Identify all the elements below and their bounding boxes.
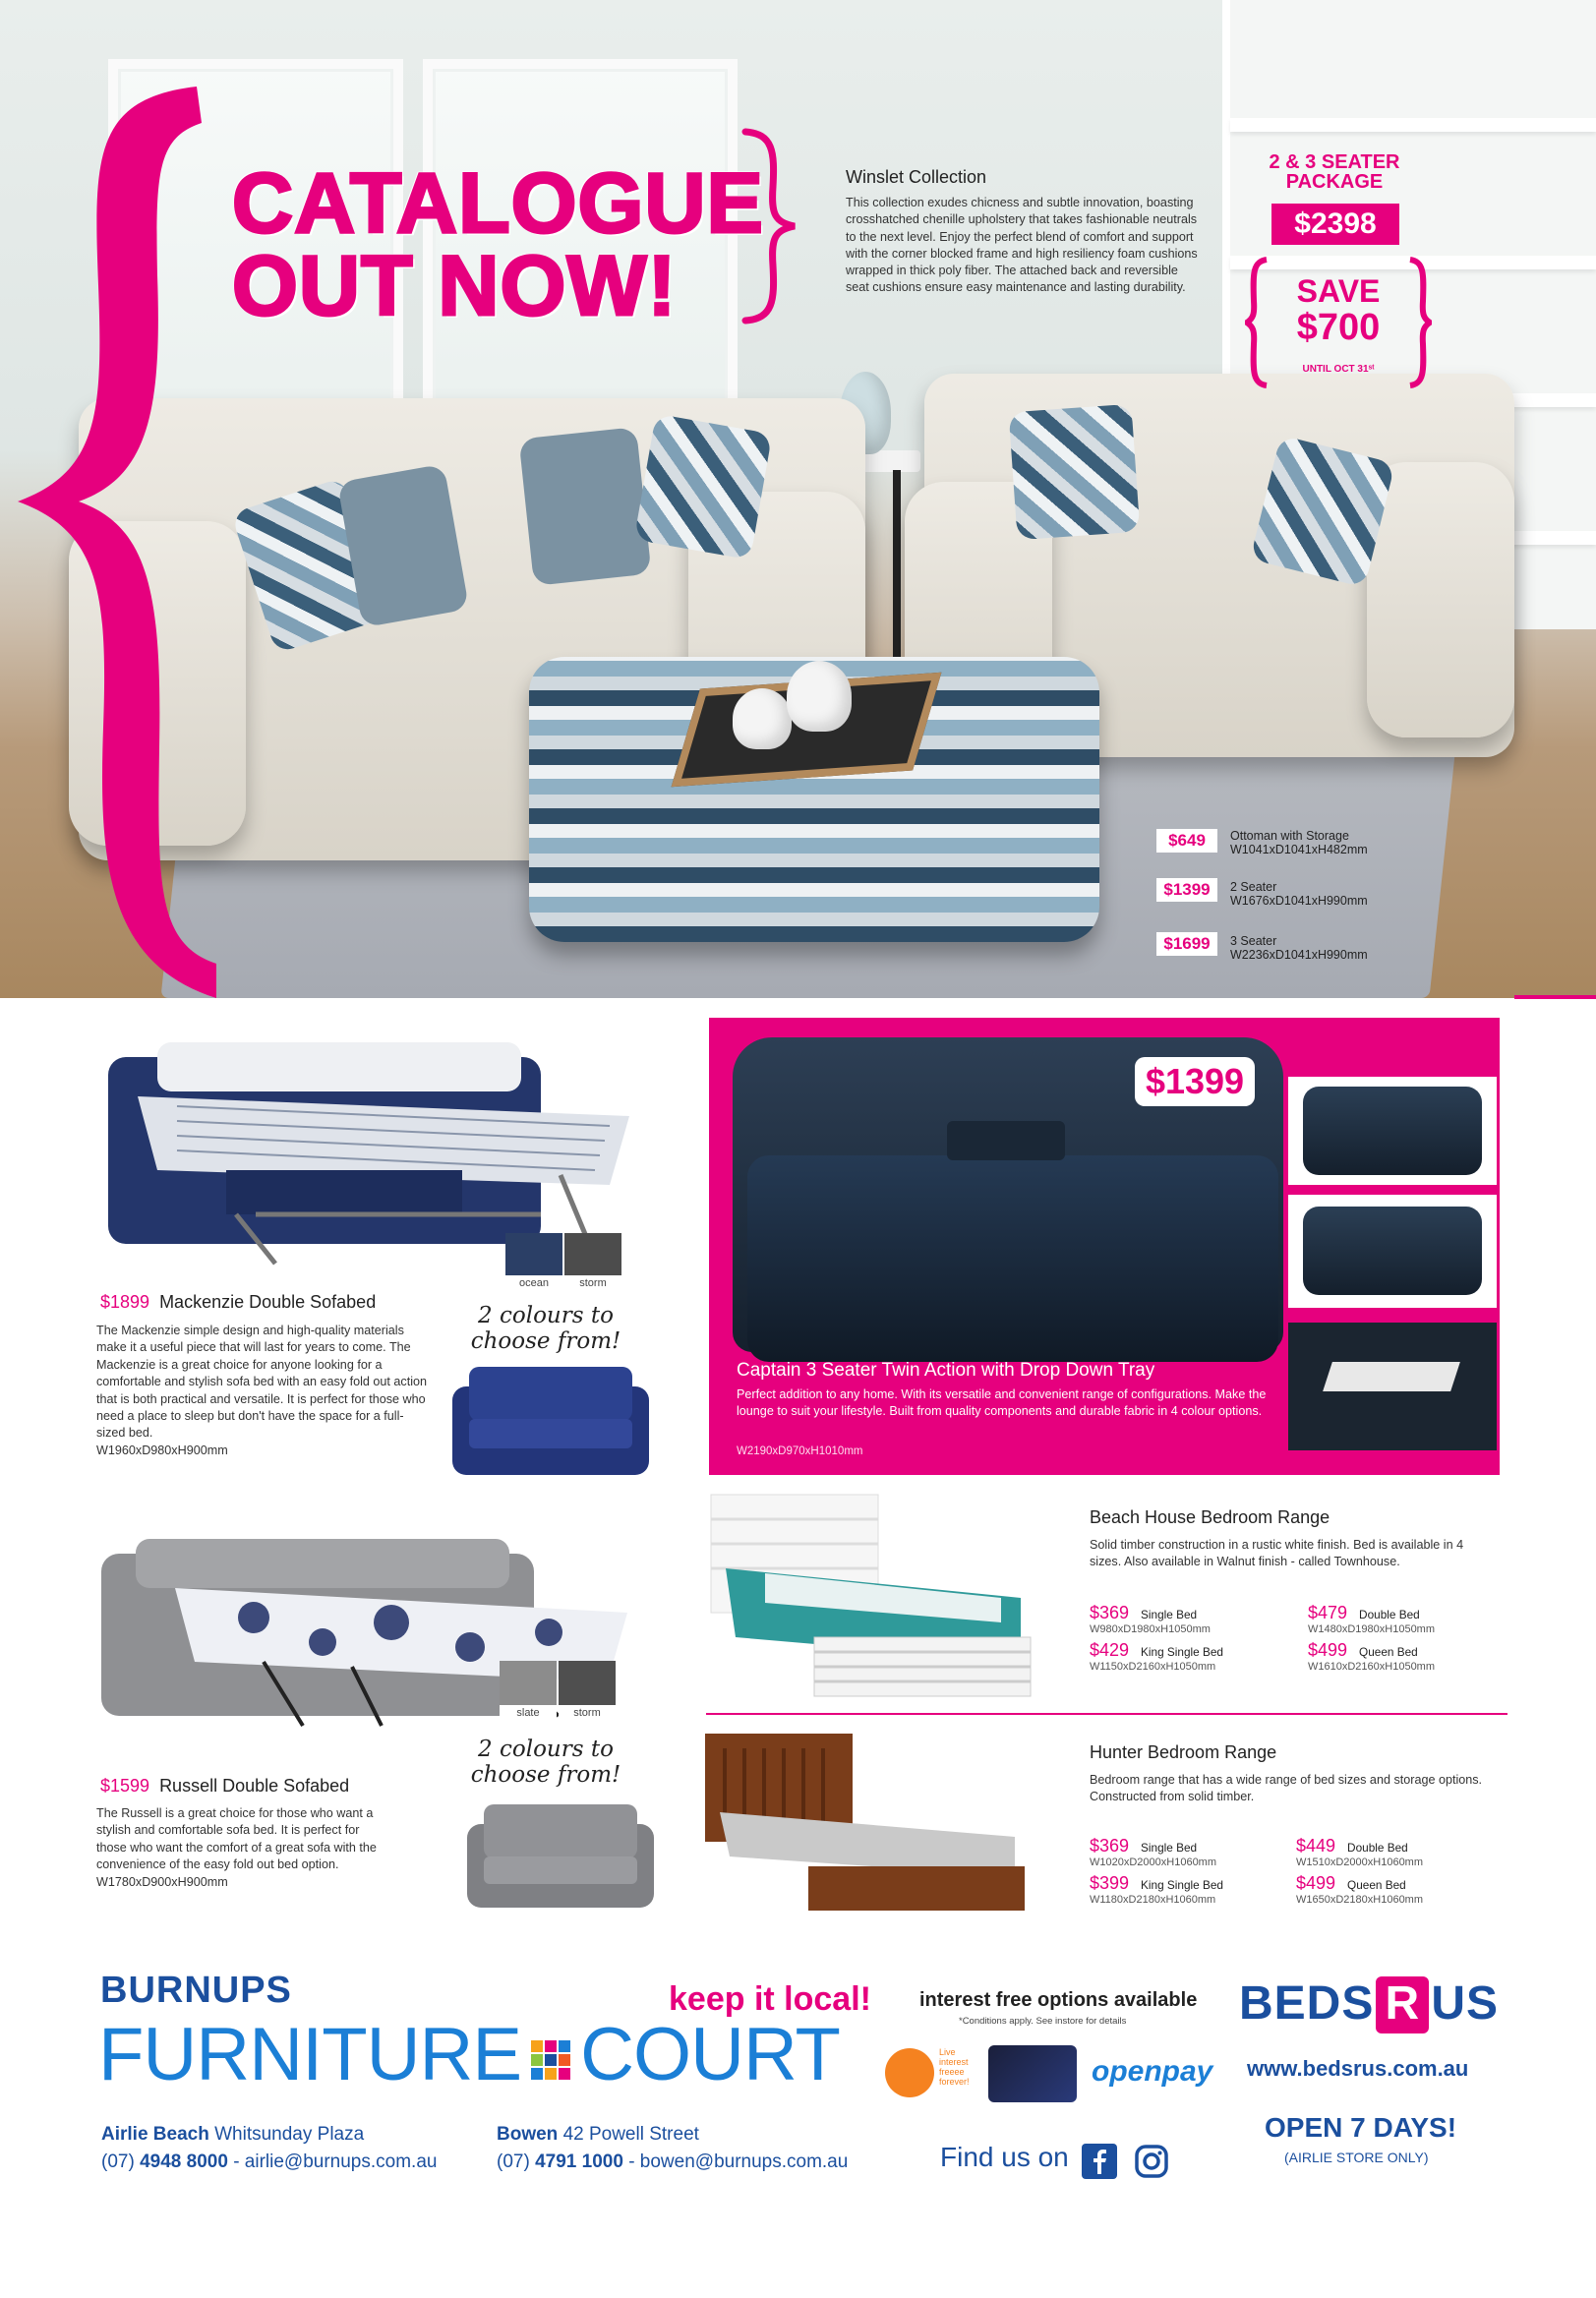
catalogue-out-now-headline — [232, 156, 764, 333]
two-seater-price: $1399 — [1156, 878, 1217, 902]
beach-house-bed-image — [706, 1490, 1040, 1706]
bed-size: Double Bed — [1347, 1841, 1408, 1855]
ottoman-label — [1230, 829, 1368, 856]
russell-title — [100, 1776, 349, 1797]
drop-down-tray — [947, 1121, 1065, 1160]
vase — [787, 661, 852, 732]
brand-left: FURNITURE — [98, 2013, 522, 2096]
mackenzie-description — [96, 1323, 431, 1459]
recliner-price: $1399 — [1135, 1057, 1255, 1106]
two-seater-label — [1230, 880, 1368, 908]
package-price: $2398 — [1271, 204, 1399, 245]
airlie-store-name — [101, 2124, 364, 2146]
save-until: UNTIL OCT 31ˢᵗ — [1302, 364, 1375, 375]
two-colours-script — [447, 1303, 644, 1354]
store-location: 42 Powell Street — [562, 2124, 699, 2145]
hunter-queen — [1296, 1873, 1424, 1908]
hunter-double — [1296, 1836, 1424, 1870]
headline-line2: OUT NOW! — [232, 239, 678, 333]
interest-free-heading: interest free options available — [919, 1989, 1198, 2011]
humm-logo-icon — [885, 2048, 934, 2097]
store-town: Airlie Beach — [101, 2124, 209, 2145]
mackenzie-price: $1899 — [100, 1292, 150, 1312]
script-line2: choose from! — [470, 1762, 621, 1788]
beach-house-queen — [1308, 1640, 1436, 1675]
bed-size: King Single Bed — [1141, 1645, 1223, 1659]
dims: W1610xD2160xH1050mm — [1308, 1661, 1436, 1673]
russell-price: $1599 — [100, 1776, 150, 1796]
hunter-title: Hunter Bedroom Range — [1090, 1742, 1277, 1762]
russell-description — [96, 1805, 391, 1891]
package-title-line2: PACKAGE — [1285, 171, 1384, 193]
slate-swatch-label: slate — [500, 1705, 557, 1721]
beach-house-title: Beach House Bedroom Range — [1090, 1507, 1330, 1527]
facebook-icon[interactable] — [1082, 2144, 1117, 2179]
keep-it-local-tagline: keep it local! — [669, 1980, 871, 2018]
recliner-thumb-3 — [1288, 1323, 1497, 1450]
dims: W1510xD2000xH1060mm — [1296, 1856, 1424, 1868]
beach-house-description: Solid timber construction in a rustic white finish. Bed is available in 4 sizes. Also available in Walnut finish - called Townhouse. — [1090, 1538, 1464, 1568]
burnups-wordmark: BURNUPS — [100, 1970, 292, 2011]
dims: W1020xD2000xH1060mm — [1090, 1856, 1217, 1868]
item-name: 2 Seater — [1230, 880, 1277, 894]
russell-desc-text: The Russell is a great choice for those who want a stylish and comfortable sofa bed. It is perfect for those who want the comfort of a great sofa with the convenience of the easy fold out bed option. — [96, 1806, 377, 1872]
ocean-swatch-label: ocean — [505, 1275, 562, 1291]
bed-size: King Single Bed — [1141, 1878, 1223, 1892]
item-dims: W2236xD1041xH990mm — [1230, 948, 1368, 962]
price: $449 — [1296, 1836, 1336, 1856]
bed-size: Queen Bed — [1359, 1645, 1418, 1659]
bed-divider — [706, 1713, 1507, 1715]
package-title — [1241, 152, 1428, 192]
beds-right: US — [1431, 1977, 1500, 2030]
recliner-title: Captain 3 Seater Twin Action with Drop Down Tray — [737, 1360, 1155, 1381]
recliner-thumb-2 — [1288, 1195, 1497, 1308]
winslet-collection-description: This collection exudes chicness and subtle innovation, boasting crosshatched chenille upholstery that takes fashionable neutrals to the next level. Enjoy the perfect blend of comfort and support with the corner blocked frame and high resiliency foam cushions wrapped in thick poly fiber. The attached back and reversible seat cushions ensure easy maintenance and lasting durability. — [846, 196, 1198, 295]
storm-swatch-label: storm — [564, 1275, 621, 1291]
bed-size: Single Bed — [1141, 1841, 1198, 1855]
bed-size: Double Bed — [1359, 1608, 1420, 1621]
bowen-store-name — [497, 2124, 699, 2146]
email[interactable]: - bowen@burnups.com.au — [628, 2151, 849, 2172]
item-dims: W1041xD1041xH482mm — [1230, 843, 1368, 856]
beach-house-king-single — [1090, 1640, 1223, 1675]
beach-house-double — [1308, 1603, 1436, 1637]
right-brace-graphic — [739, 128, 798, 324]
bed-size: Queen Bed — [1347, 1878, 1406, 1892]
russell-sofa-image — [462, 1799, 659, 1913]
price: $429 — [1090, 1640, 1130, 1660]
recliner-description: Perfect addition to any home. With its versatile and convenient range of configurations. Make the lounge to suit your lifestyle. Built from quality components and durable fabric in 4 colour options. — [737, 1387, 1267, 1418]
conditions-note: *Conditions apply. See instore for details — [959, 2016, 1127, 2027]
openpay-logo: openpay — [1092, 2055, 1213, 2088]
beach-house-single — [1090, 1603, 1211, 1637]
hunter-single — [1090, 1836, 1217, 1870]
mackenzie-dims: W1960xD980xH900mm — [96, 1443, 228, 1457]
price: $369 — [1090, 1836, 1130, 1856]
price: $399 — [1090, 1873, 1130, 1893]
beds-left: BEDS — [1239, 1977, 1375, 2030]
script-line1: 2 colours to — [478, 1737, 614, 1762]
beds-r: R — [1376, 1976, 1429, 2033]
furniture-court-logo — [98, 2013, 840, 2096]
winslet-collection-title: Winslet Collection — [846, 167, 987, 187]
hero-section — [0, 0, 1596, 998]
airlie-store-contact — [101, 2151, 437, 2173]
bedsrus-url-link[interactable]: www.bedsrus.com.au — [1247, 2056, 1469, 2081]
grey-cushion — [518, 427, 651, 586]
patterned-cushion — [634, 414, 773, 560]
package-title-line1: 2 & 3 SEATER — [1269, 151, 1400, 173]
mackenzie-title — [100, 1292, 376, 1313]
script-line2: choose from! — [470, 1328, 621, 1354]
two-colours-script — [447, 1737, 644, 1788]
headline-line1: CATALOGUE — [232, 156, 764, 251]
recliner-dims: W2190xD970xH1010mm — [737, 1445, 863, 1457]
store-town: Bowen — [497, 2124, 559, 2145]
three-seater-label — [1230, 934, 1368, 962]
gem-visa-card-icon — [988, 2045, 1077, 2102]
ottoman-price: $649 — [1156, 829, 1217, 853]
save-badge — [1245, 254, 1432, 391]
item-name: Ottoman with Storage — [1230, 829, 1349, 843]
item-name: 3 Seater — [1230, 934, 1277, 948]
price: $369 — [1090, 1603, 1130, 1622]
mackenzie-name: Mackenzie Double Sofabed — [159, 1292, 377, 1312]
hunter-king-single — [1090, 1873, 1223, 1908]
instagram-icon[interactable] — [1134, 2144, 1169, 2179]
script-line1: 2 colours to — [478, 1303, 614, 1328]
price: $479 — [1308, 1603, 1348, 1622]
russell-dims: W1780xD900xH900mm — [96, 1874, 228, 1889]
phone-prefix: (07) — [101, 2151, 135, 2172]
open-7-days: OPEN 7 DAYS! — [1265, 2112, 1457, 2143]
airlie-store-only-note: (AIRLIE STORE ONLY) — [1284, 2150, 1429, 2165]
three-seater-price: $1699 — [1156, 932, 1217, 956]
item-dims: W1676xD1041xH990mm — [1230, 894, 1368, 908]
mackenzie-desc-text: The Mackenzie simple design and high-quality materials make it a useful piece that will last for years to come. The Mackenzie is a great choice for anyone looking for a comfortable and stylish sofa bed with an easy fold out action that is both practical and versatile. It is perfect for those who need a place to sleep but don't have the space for a full-sized bed. — [96, 1324, 428, 1441]
save-label: SAVE — [1296, 273, 1381, 309]
mackenzie-sofa-image — [447, 1362, 654, 1480]
phone[interactable]: 4948 8000 — [140, 2151, 228, 2172]
recliner-seat — [747, 1155, 1278, 1362]
dims: W1150xD2160xH1050mm — [1090, 1661, 1216, 1673]
phone-prefix: (07) — [497, 2151, 530, 2172]
find-us-on-label: Find us on — [940, 2142, 1069, 2172]
vase — [733, 688, 792, 749]
price: $499 — [1308, 1640, 1348, 1660]
bowen-store-contact — [497, 2151, 848, 2173]
hero-edge-accent — [1514, 995, 1596, 999]
brand-right: COURT — [580, 2013, 840, 2096]
dims: W1480xD1980xH1050mm — [1308, 1623, 1436, 1635]
email[interactable]: - airlie@burnups.com.au — [233, 2151, 438, 2172]
recliner-thumb-1 — [1288, 1077, 1497, 1185]
dims: W980xD1980xH1050mm — [1090, 1623, 1211, 1635]
humm-tagline: Live interest freeee forever! — [939, 2047, 970, 2087]
phone[interactable]: 4791 1000 — [535, 2151, 623, 2172]
hunter-description: Bedroom range that has a wide range of bed sizes and storage options. Constructed from solid timber. — [1090, 1773, 1483, 1803]
beds-r-us-logo — [1239, 1976, 1499, 2033]
save-amount: $700 — [1296, 307, 1381, 348]
bed-size: Single Bed — [1141, 1608, 1198, 1621]
dims: W1650xD2180xH1060mm — [1296, 1894, 1424, 1906]
furniture-court-icon — [529, 2038, 572, 2082]
russell-name: Russell Double Sofabed — [159, 1776, 350, 1796]
patterned-cushion — [1009, 404, 1141, 540]
hunter-bed-image — [700, 1729, 1034, 1925]
store-location: Whitsunday Plaza — [214, 2124, 365, 2145]
left-brace-graphic — [0, 79, 226, 998]
price: $499 — [1296, 1873, 1336, 1893]
storm-swatch-label: storm — [559, 1705, 616, 1721]
dims: W1180xD2180xH1060mm — [1090, 1894, 1216, 1906]
